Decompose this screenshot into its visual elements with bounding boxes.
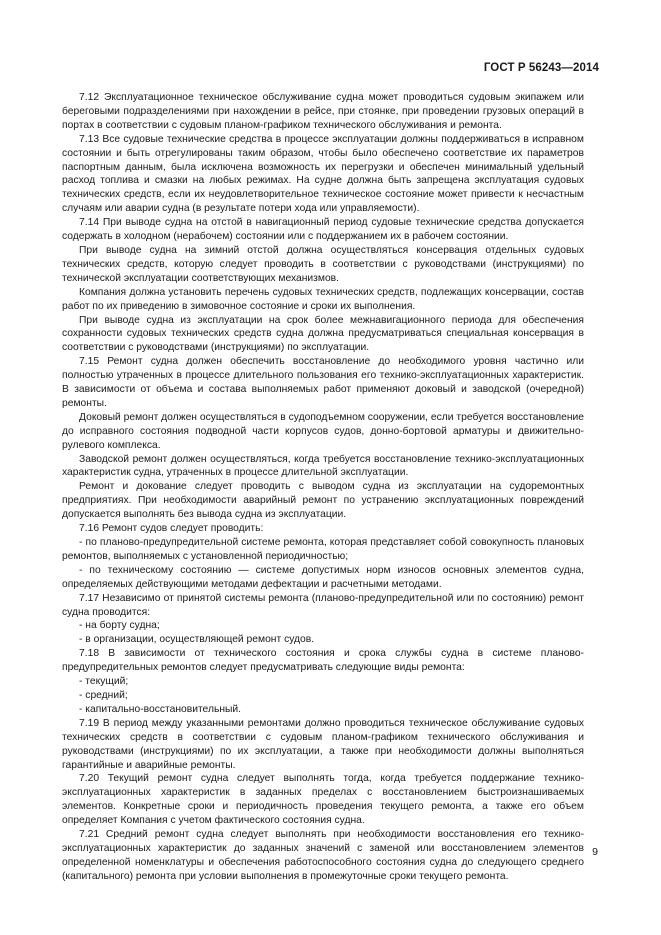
paragraph: Ремонт и докование следует проводить с выводом судна из эксплуатации на судоремонтных предприятиях. При необходимости аварийный ремонт по устранению эксплуатационных повреждений допускается выполнять без вывода судна из эксплуатации. [62,481,584,521]
list-item: - текущий; [79,676,129,688]
list-item: - по техническому состоянию — системе допустимых норм износов основных элементов судна, определяемых действующими методами дефектации и расчетными методами. [62,564,584,590]
list-item: - на борту судна; [79,620,160,632]
paragraph: 7.13 Все судовые технические средства в процессе эксплуатации должны поддерживаться в исправном состоянии и быть отрегулированы таким образом, чтобы было обеспечено соответствие их параметров паспортным данным, была исключена возможность их перегрузки и обеспечен минимальный удельный расход топлива и смазки на любых режимах. На судне должна быть запрещена эксплуатация судовых технических средств, если их неудовлетворительное техническое состояние может привести к несчастным случаям или аварии судна (в результате потери хода или управляемости). [62,133,584,215]
list-item: - средний; [79,689,128,701]
list-item: - по планово-предупредительной системе ремонта, которая представляет собой совокупность плановых ремонтов, выполняемых с установленной периодичностью; [62,537,584,562]
document-code: ГОСТ Р 56243—2014 [483,62,599,74]
paragraph: Компания должна установить перечень судовых технических средств, подлежащих консервации, состав работ по их приведению в зимовочное состояние и сроки их выполнения. [62,286,584,312]
paragraph: При выводе судна из эксплуатации на срок более межнавигационного периода для обеспечения сохранности судовых технических средств судна должна предусматриваться специальная консервация в соответствии с руководствами (инструкциями) по эксплуатации. [62,314,584,354]
document-body [62,91,584,884]
page-number: 9 [592,846,598,858]
paragraph: 7.18 В зависимости от технического состояния и срока службы судна в системе планово-предупредительных ремонтов следует предусматривать следующие виды ремонта: [62,648,584,674]
paragraph: 7.19 В период между указанными ремонтами должно проводиться техническое обслуживание судовых технических средств в соответствии с судовым планом-графиком технического обслуживания и руководствами (инструкциями) по их эксплуатации, а также при необходимости должны выполняться гарантийные и аварийные ремонты. [62,717,584,771]
paragraph: 7.20 Текущий ремонт судна следует выполнять тогда, когда требуется поддержание технико-эксплуатационных характеристик в заданных пределах с восстановлением быстроизнашиваемых элементов. Конкретные сроки и периодичность проведения текущего ремонта, а также его объем определяет Компания с учетом фактического состояния судна. [62,773,584,827]
paragraph: 7.15 Ремонт судна должен обеспечить восстановление до необходимого уровня частично или полностью утраченных в процессе длительного пользования его технико-эксплуатационных характеристик. В зависимости от объема и состава выполняемых работ применяют доковый и заводской (очередной) ремонты. [62,356,584,409]
paragraph: При выводе судна на зимний отстой должна осуществляться консервация отдельных судовых технических средств, которую следует проводить в соответствии с руководствами (инструкциями) по технической эксплуатации соответствующих механизмов. [62,244,584,284]
paragraph: 7.21 Средний ремонт судна следует выполнять при необходимости восстановления его технико-эксплуатационных характеристик до заданных значений с заменой или восстановлением элементов определенной номенклатуры и обеспечения работоспособного состояния судна до следующего среднего (капитального) ремонта при условии выполнения в промежуточные сроки текущего ремонта. [62,829,584,882]
paragraph: Заводской ремонт должен осуществляться, когда требуется восстановление технико-эксплуатационных характеристик судна, утраченных в процессе длительной эксплуатации. [62,453,584,479]
paragraph: Доковый ремонт должен осуществляться в судоподъемном сооружении, если требуется восстановление до исправного состояния подводной части корпусов судов, донно-бортовой арматуры и движительно-рулевого комплекса. [62,411,584,451]
paragraph: 7.17 Независимо от принятой системы ремонта (планово-предупредительной или по состоянию) ремонт судна проводится: [62,592,584,618]
paragraph: 7.14 При выводе судна на отстой в навигационный период судовые технические средства допускается содержать в холодном (нерабочем) состоянии или с поддержанием их в рабочем состоянии. [62,217,584,243]
list-item: - капитально-восстановительный. [79,703,242,715]
paragraph: 7.12 Эксплуатационное техническое обслуживание судна может проводиться судовым экипажем или береговыми подразделениями при нахождении в рейсе, при стоянке, при проведении грузовых операций в портах в соответствии с судовым планом-графиком технического обслуживания и ремонта. [62,92,584,131]
list-item: - в организации, осуществляющей ремонт судов. [79,634,315,646]
paragraph: 7.16 Ремонт судов следует проводить: [79,523,264,535]
